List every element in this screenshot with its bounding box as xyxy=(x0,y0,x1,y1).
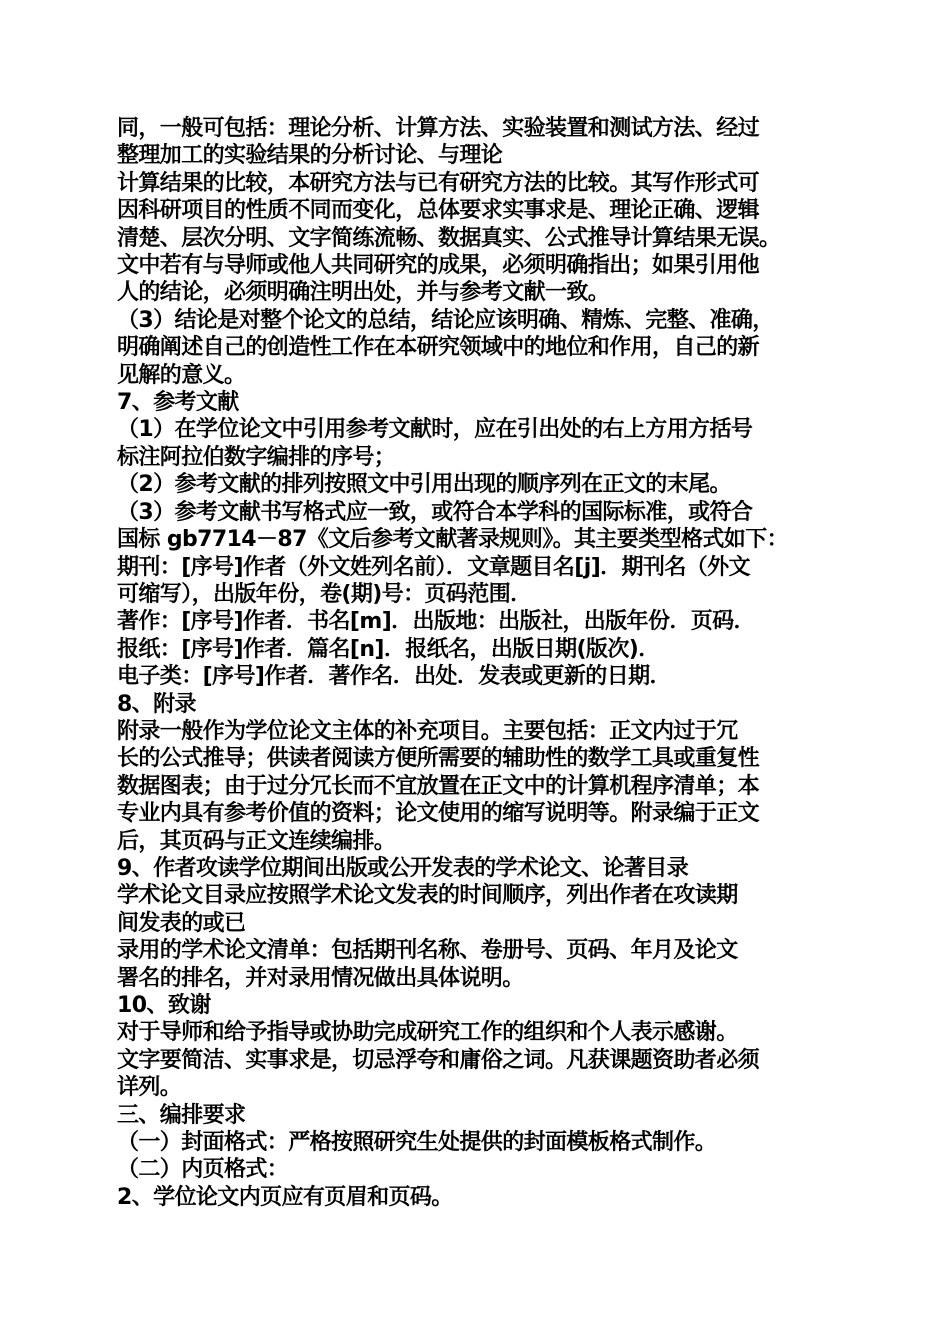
section-heading: 7、参考文献 xyxy=(117,390,239,416)
text-line: 录用的学术论文清单：包括期刊名称、卷册号、页码、年月及论文 xyxy=(117,938,738,964)
text-line: 文字要简洁、实事求是，切忌浮夸和庸俗之词。凡获课题资助者必须 xyxy=(117,1047,760,1073)
text-line: 2、学位论文内页应有页眉和页码。 xyxy=(117,1184,453,1210)
section-heading: 9、作者攻读学位期间出版或公开发表的学术论文、论著目录 xyxy=(117,855,689,881)
text-line: 见解的意义。 xyxy=(117,362,246,388)
text-line: （3）结论是对整个论文的总结，结论应该明确、精炼、完整、准确， xyxy=(117,307,774,333)
text-line: 报纸：[序号]作者．篇名[n]．报纸名，出版日期(版次)． xyxy=(117,636,660,662)
text-line: 计算结果的比较，本研究方法与已有研究方法的比较。其写作形式可 xyxy=(117,170,760,196)
text-line: 文中若有与导师或他人共同研究的成果，必须明确指出；如果引用他 xyxy=(117,253,760,279)
text-line: （2）参考文献的排列按照文中引用出现的顺序列在正文的末尾。 xyxy=(117,472,731,498)
text-line: 详列。 xyxy=(117,1075,182,1101)
text-line: 标注阿拉伯数字编排的序号； xyxy=(117,444,396,470)
text-line: 后，其页码与正文连续编排。 xyxy=(117,828,396,854)
text-line: 整理加工的实验结果的分析讨论、与理论 xyxy=(117,143,503,169)
document-body xyxy=(117,115,847,1211)
text-line: 可缩写），出版年份，卷(期)号：页码范围． xyxy=(117,581,532,607)
text-line: 长的公式推导；供读者阅读方便所需要的辅助性的数学工具或重复性 xyxy=(117,746,760,772)
text-line: 署名的排名，并对录用情况做出具体说明。 xyxy=(117,965,524,991)
text-line: （二）内页格式： xyxy=(117,1157,289,1183)
section-heading: 10、致谢 xyxy=(117,993,211,1018)
text-line: 著作：[序号]作者．书名[m]．出版地：出版社，出版年份．页码． xyxy=(117,609,755,635)
text-line: 人的结论，必须明确注明出处，并与参考文献一致。 xyxy=(117,280,610,306)
text-line: （3）参考文献书写格式应一致，或符合本学科的国际标准，或符合 xyxy=(117,499,753,525)
section-heading: 三、编排要求 xyxy=(117,1102,246,1128)
text-line: 期刊：[序号]作者（外文姓列名前）．文章题目名[j]．期刊名（外文 xyxy=(117,554,750,580)
text-line: 间发表的或已 xyxy=(117,910,246,936)
text-line: 对于导师和给予指导或协助完成研究工作的组织和个人表示感谢。 xyxy=(117,1020,738,1046)
text-line: （一）封面格式：严格按照研究生处提供的封面模板格式制作。 xyxy=(117,1130,717,1156)
text-line: 电子类：[序号]作者．著作名．出处．发表或更新的日期． xyxy=(117,664,671,690)
text-line: 明确阐述自己的创造性工作在本研究领域中的地位和作用，自己的新 xyxy=(117,335,760,361)
text-line: 清楚、层次分明、文字简练流畅、数据真实、公式推导计算结果无误。 xyxy=(117,225,781,251)
text-line: 专业内具有参考价值的资料；论文使用的缩写说明等。附录编于正文 xyxy=(117,801,760,827)
text-line: 数据图表；由于过分冗长而不宜放置在正文中的计算机程序清单；本 xyxy=(117,773,760,799)
text-line: 国标 gb7714－87《文后参考文献著录规则》。其主要类型格式如下： xyxy=(117,527,789,553)
section-heading: 8、附录 xyxy=(117,691,196,717)
text-line: （1）在学位论文中引用参考文献时，应在引出处的右上方用方括号 xyxy=(117,417,753,443)
text-line: 因科研项目的性质不同而变化，总体要求实事求是、理论正确、逻辑 xyxy=(117,198,760,224)
text-line: 附录一般作为学位论文主体的补充项目。主要包括：正文内过于冗 xyxy=(117,718,738,744)
text-line: 同，一般可包括：理论分析、计算方法、实验装置和测试方法、经过 xyxy=(117,116,760,141)
text-line: 学术论文目录应按照学术论文发表的时间顺序，列出作者在攻读期 xyxy=(117,883,738,909)
